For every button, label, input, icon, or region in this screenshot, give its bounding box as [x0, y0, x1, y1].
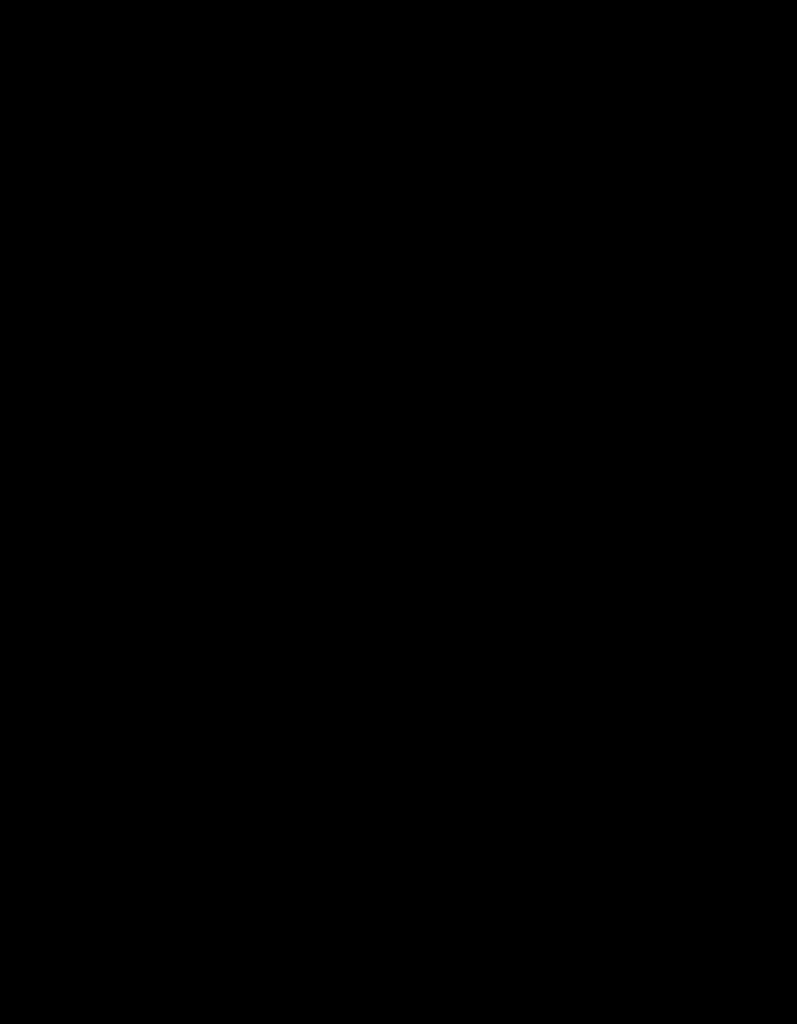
poem — [80, 82, 510, 100]
